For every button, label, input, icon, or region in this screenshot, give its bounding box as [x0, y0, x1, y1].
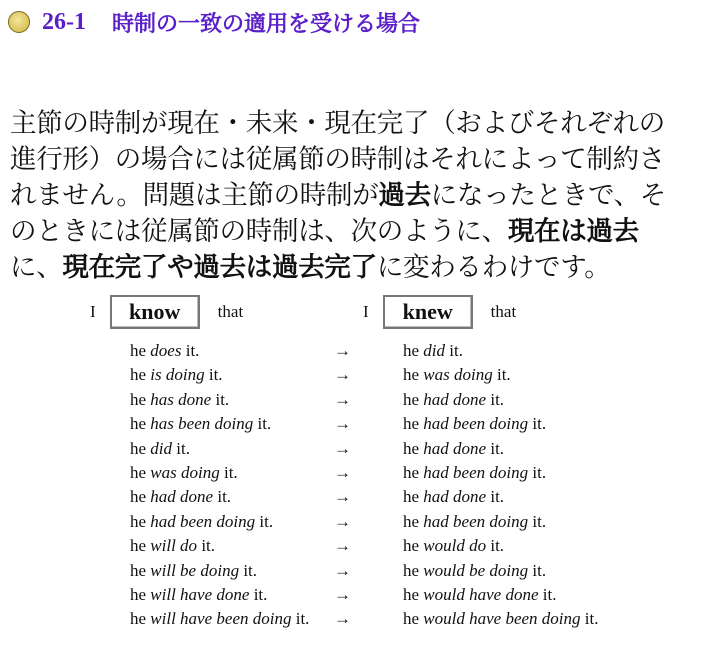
past-form: he would do it. [403, 536, 505, 556]
present-form: he was doing it. [130, 463, 238, 482]
conjunction: that [217, 302, 244, 321]
present-form: he had been doing it. [130, 511, 274, 531]
verb-form: would be doing [423, 560, 529, 580]
text: に、 [10, 252, 63, 283]
verb-form: did [150, 438, 173, 458]
past-form: he had done it. [403, 487, 505, 507]
arrow-icon: → [334, 536, 351, 556]
verb-box: know [110, 295, 200, 329]
present-form: he did it. [130, 438, 190, 458]
paragraph-line [10, 178, 707, 214]
verb-form: will do [150, 536, 198, 556]
verb-form: does [150, 341, 182, 360]
past-form: he had been doing it. [403, 463, 547, 482]
verb-form: had been doing [150, 511, 256, 531]
verb-form: was doing [150, 463, 220, 482]
arrow-icon: → [334, 560, 351, 580]
present-form: he had done it. [130, 487, 232, 507]
arrow-icon: → [334, 365, 351, 385]
past-form: he would be doing it. [403, 560, 547, 580]
paragraph-line [10, 250, 707, 286]
conjunction: that [490, 302, 517, 321]
past-header [363, 295, 516, 329]
text: になったときで、そ [430, 180, 667, 211]
past-form: he had been doing it. [403, 511, 547, 531]
past-form: he would have been doing it. [403, 609, 599, 629]
present-form: he does it. [130, 341, 200, 360]
emphasis-text: 過去 [378, 180, 431, 211]
bullet-circle-icon [8, 11, 30, 33]
verb-form: had done [423, 487, 487, 507]
verb-form: did [423, 341, 446, 360]
verb-form: is doing [150, 365, 205, 385]
section-heading: 時制の一致の適用を受ける場合 [112, 11, 421, 37]
text: 主節の時制が現在・未来・現在完了（およびそれぞれの [10, 108, 665, 139]
verb-form: had done [423, 438, 487, 458]
section-number: 26-1 [42, 8, 86, 35]
past-form: he was doing it. [403, 365, 511, 385]
arrow-icon: → [334, 585, 351, 604]
section-title [8, 6, 420, 38]
present-form: he will have done it. [130, 585, 268, 604]
present-header [90, 295, 243, 329]
arrow-icon: → [334, 511, 351, 531]
verb-form: has done [150, 389, 212, 409]
verb-form: had done [423, 389, 487, 409]
past-form: he had done it. [403, 438, 505, 458]
present-form: he will have been doing it. [130, 609, 310, 629]
verb-form: had been doing [423, 414, 529, 434]
text: に変わるわけです。 [376, 252, 611, 283]
paragraph-line [10, 106, 707, 142]
past-form: he had been doing it. [403, 414, 547, 434]
verb-form: has been doing [150, 414, 254, 434]
past-form: he had done it. [403, 389, 505, 409]
paragraph-line [10, 214, 707, 250]
text: のときには従属節の時制は、次のように、 [10, 216, 508, 247]
verb-form: had been doing [423, 511, 529, 531]
past-form: he would have done it. [403, 585, 557, 604]
text: 進行形）の場合には従属節の時制はそれによって制約さ [10, 144, 665, 175]
text: れません。問題は主節の時制が [10, 180, 379, 211]
verb-form: will have done [150, 585, 250, 604]
arrow-icon: → [334, 389, 351, 409]
arrow-icon: → [334, 463, 351, 482]
arrow-icon: → [334, 414, 351, 434]
verb-form: was doing [423, 365, 493, 385]
present-form: he is doing it. [130, 365, 223, 385]
verb-form: had done [150, 487, 214, 507]
arrow-icon: → [334, 487, 351, 507]
emphasis-text: 現在は過去 [507, 216, 639, 247]
verb-form: would have been doing [423, 609, 581, 629]
verb-form: had been doing [423, 463, 529, 482]
verb-form: would have done [423, 585, 539, 604]
verb-form: will be doing [150, 560, 240, 580]
explanation-paragraph [10, 106, 707, 286]
emphasis-text: 現在完了や過去は過去完了 [62, 252, 377, 283]
subject: I [363, 302, 369, 321]
present-form: he will do it. [130, 536, 216, 556]
present-form: he has done it. [130, 389, 230, 409]
arrow-icon: → [334, 438, 351, 458]
arrow-icon: → [334, 609, 351, 629]
arrow-icon: → [334, 341, 351, 360]
past-form: he did it. [403, 341, 463, 360]
verb-box: knew [383, 295, 473, 329]
verb-form: would do [423, 536, 487, 556]
verb-form: will have been doing [150, 609, 292, 629]
paragraph-line [10, 142, 707, 178]
subject: I [90, 302, 96, 321]
present-form: he has been doing it. [130, 414, 272, 434]
present-form: he will be doing it. [130, 560, 258, 580]
